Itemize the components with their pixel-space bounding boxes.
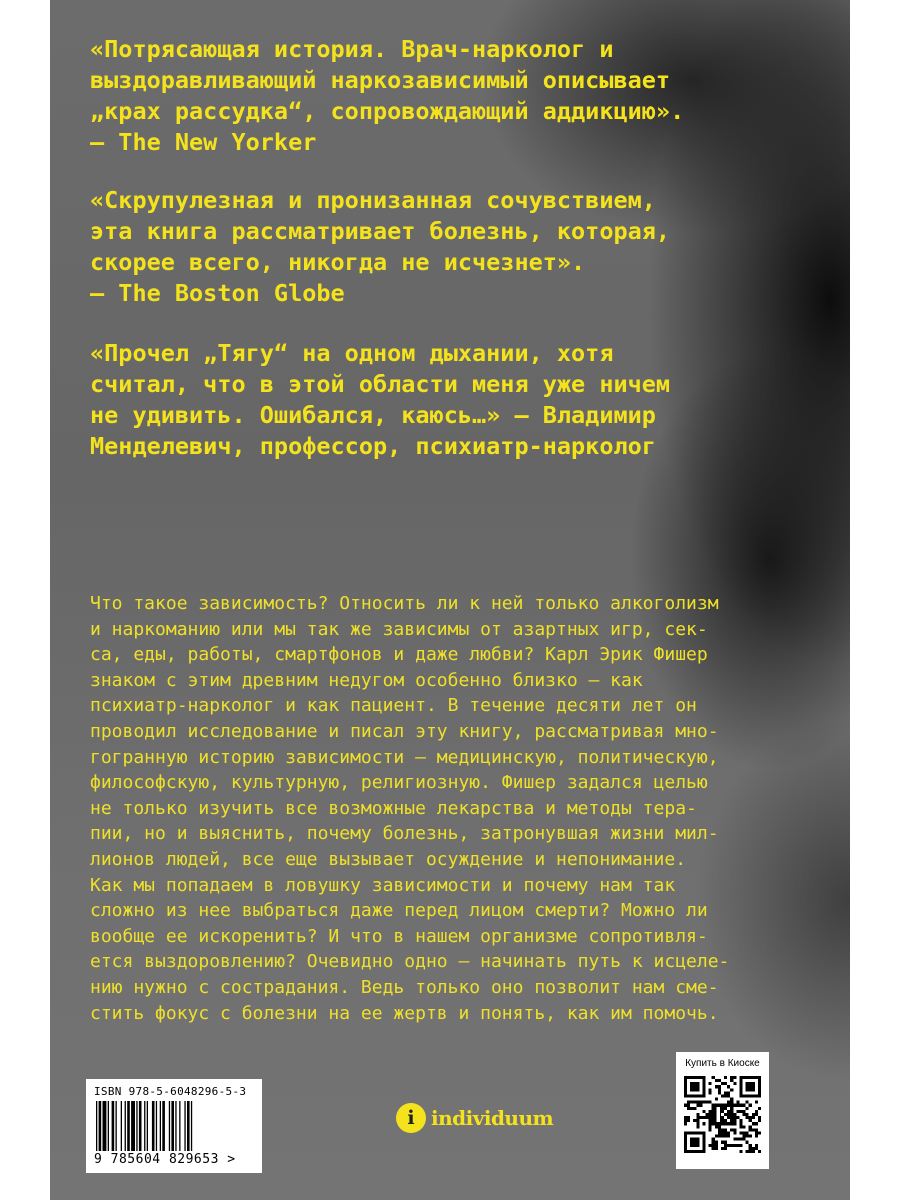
kiosk-qr-block[interactable] — [676, 1052, 769, 1169]
review-quote-mendelevich: «Прочел „Тягу“ на одном дыхании, хотя считал, что в этой области меня уже ничем не удивить. Ошибался, каюсь…» – Владимир Менделевич, профессор, психиатр-нарколог — [90, 339, 671, 460]
review-quote-new-yorker: «Потрясающая история. Врач-нарколог и выздоравливающий наркозависимый описывает „крах рассудка“, сопровождающий аддикцию». – The New Yorker — [90, 35, 685, 156]
book-back-cover — [50, 0, 850, 1200]
publisher-logo-icon — [396, 1103, 426, 1133]
book-description: Что такое зависимость? Относить ли к ней только алкоголизм и наркоманию или мы так же зависимы от азартных игр, сек- са, еды, работы, смартфонов и даже любви? Карл Эрик Фишер знаком с этим древним недугом особенно близко – как психиатр-нарколог и как пациент. В течение десяти лет он проводил исследование и писал эту книгу, рассматривая мно- гогранную историю зависимости – медицинскую, политическую, философскую, культурную, религиозную. Фишер задался целью не только изучить все возможные лекарства и методы тера- пии, но и выяснить, почему болезнь, затронувшая жизни мил- лионов людей, все еще вызывает осуждение и непонимание. Как мы попадаем в ловушку зависимости и почему нам так сложно из нее выбраться даже перед лицом смерти? Можно ли вообще ее искоренить? И что в нашем организме сопротивля- ется выздоровлению? Очевидно одно – начинать путь к исцеле- нию нужно с сострадания. Ведь только оно позволит нам сме- стить фокус с болезни на ее жертв и понять, как им помочь. — [90, 593, 730, 1024]
barcode-bars-icon — [94, 1101, 254, 1151]
isbn-number: ISBN 978-5-6048296-5-3 — [94, 1085, 247, 1098]
review-quote-boston-globe: «Скрупулезная и пронизанная сочувствием, эта книга рассматривает болезнь, которая, скорее всего, никогда не исчезнет». – The Boston Globe — [90, 186, 671, 307]
qr-code-icon[interactable] — [684, 1076, 761, 1153]
publisher-logo-letter: i — [407, 1107, 415, 1129]
barcode-digits: 9 785604 829653 > — [94, 1152, 236, 1167]
qr-label: Купить в Киоске — [685, 1058, 760, 1069]
isbn-barcode — [86, 1079, 262, 1173]
publisher-logo — [396, 1101, 553, 1135]
publisher-name: individuum — [431, 1106, 554, 1130]
